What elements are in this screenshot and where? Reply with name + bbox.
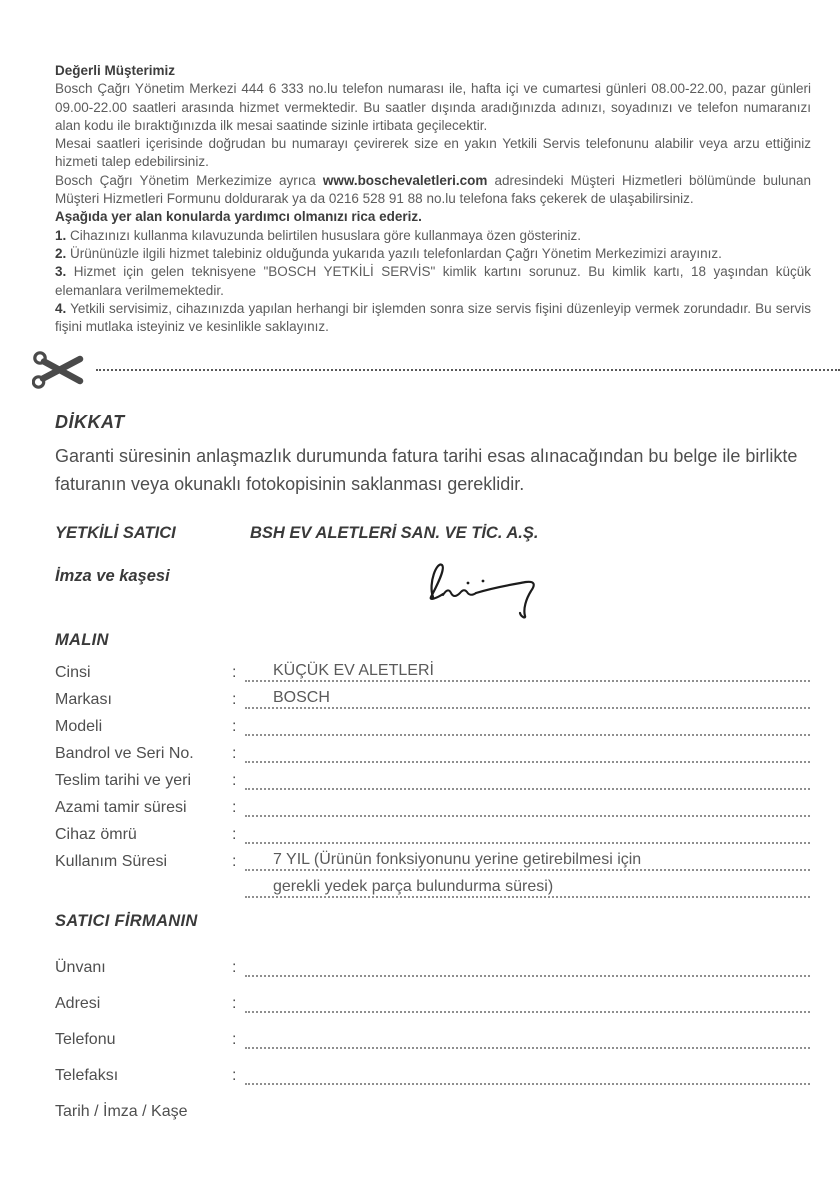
- field-label: Modeli: [55, 718, 103, 736]
- list-item-3: [55, 263, 811, 300]
- field-label: Cihaz ömrü: [55, 826, 137, 844]
- list-item-2-number: 2.: [55, 245, 67, 261]
- field-label: Tarih / İmza / Kaşe: [55, 1103, 188, 1121]
- field-colon: :: [232, 853, 237, 871]
- form-row-telefaksi: [55, 1049, 810, 1085]
- dotted-fill-line: [245, 815, 810, 844]
- form-row-adresi: [55, 977, 810, 1013]
- field-value: BOSCH: [273, 689, 330, 707]
- signature-label: İmza ve kaşesi: [55, 567, 170, 586]
- field-label: Bandrol ve Seri No.: [55, 745, 194, 763]
- dotted-fill-line: [245, 939, 810, 977]
- field-label: Teslim tarihi ve yeri: [55, 772, 192, 790]
- field-colon: :: [232, 799, 237, 817]
- dotted-fill-line: [245, 761, 810, 790]
- list-item-1-text: Cihazınızı kullanma kılavuzunda belirtilen hususlara göre kullanmaya özen gösteriniz.: [66, 227, 582, 243]
- list-item-4-text: Yetkili servisimiz, cihazınızda yapılan herhangi bir işlemden sonra size servis fişini düzenleyip vermek zorundadır. Bu servis fişini mutlaka isteyiniz ve kesinlikle saklayınız.: [55, 300, 811, 335]
- dotted-fill-line: [245, 734, 810, 763]
- form-row-teslim-tarihi: [55, 763, 810, 790]
- list-item-2-text: Ürününüzle ilgili hizmet talebiniz olduğunda yukarıda yazılı telefonlardan Çağrı Yönetim Merkezimizi arayınız.: [66, 245, 722, 261]
- list-item-4: [55, 300, 811, 337]
- form-row-kullanim-suresi-cont: [55, 871, 810, 898]
- product-section: [55, 631, 810, 898]
- attention-body: Garanti süresinin anlaşmazlık durumunda fatura tarihi esas alınacağından bu belge ile birlikte faturanın veya okunaklı fotokopisinin saklanması gereklidir.: [55, 446, 798, 494]
- field-label: Markası: [55, 691, 112, 709]
- field-colon: :: [232, 1031, 237, 1049]
- signature-scribble: [413, 553, 548, 623]
- form-row-unvani: [55, 941, 810, 977]
- dealer-label: YETKİLİ SATICI: [55, 524, 176, 543]
- list-item-3-number: 3.: [55, 264, 67, 280]
- dotted-fill-line: [245, 707, 810, 736]
- dealer-row: [55, 524, 810, 543]
- field-colon: :: [232, 1067, 237, 1085]
- form-row-azami-tamir-suresi: [55, 790, 810, 817]
- field-colon: :: [232, 772, 237, 790]
- field-label: Ünvanı: [55, 959, 106, 977]
- seller-heading: SATICI FİRMANIN: [55, 912, 198, 931]
- intro-paragraph-1: Bosch Çağrı Yönetim Merkezi 444 6 333 no.lu telefon numarası ile, hafta içi ve cumartesi günleri 08.00-22.00, pazar günleri 09.00-22.00 saatleri arasında hizmet vermektedir. Bu saatler dışında aradığınızda adınızı, soyadınızı ve telefon numaranızı alan kodu ile bıraktığınızda ilk mesai saatinde sizinle irtibata geçilecektir.: [55, 81, 811, 133]
- field-value: 7 YIL (Ürünün fonksiyonunu yerine getirebilmesi için: [273, 851, 642, 869]
- product-heading: MALIN: [55, 631, 109, 650]
- list-item-1: [55, 227, 811, 245]
- field-colon: :: [232, 691, 237, 709]
- dotted-fill-line: [245, 788, 810, 817]
- field-value: gerekli yedek parça bulundurma süresi): [273, 878, 554, 896]
- dotted-fill-line: [245, 842, 810, 871]
- list-heading: Aşağıda yer alan konularda yardımcı olmanızı rica ederiz.: [55, 209, 422, 225]
- field-colon: :: [232, 664, 237, 682]
- field-label: Azami tamir süresi: [55, 799, 187, 817]
- intro-heading: Değerli Müşterimiz: [55, 63, 176, 78]
- field-label: Cinsi: [55, 664, 91, 682]
- intro-paragraph-2: Mesai saatleri içerisinde doğrudan bu numarayı çevirerek size en yakın Yetkili Servis telefonunu alabilir veya arzu ettiğiniz hizmeti talep edebilirsiniz.: [55, 136, 811, 170]
- dotted-fill-line: [245, 869, 810, 898]
- field-colon: :: [232, 959, 237, 977]
- seller-section: [55, 912, 810, 1121]
- website-url: www.boschevaletleri.com: [322, 172, 488, 188]
- list-item-2: [55, 245, 811, 263]
- cut-divider: [32, 348, 840, 392]
- customer-info-section: [55, 62, 811, 336]
- field-colon: :: [232, 826, 237, 844]
- field-label: Adresi: [55, 995, 101, 1013]
- signature-row: [55, 567, 810, 623]
- dotted-fill-line: [245, 1011, 810, 1049]
- form-row-markasi: [55, 682, 810, 709]
- field-label: Telefonu: [55, 1031, 116, 1049]
- form-row-telefonu: [55, 1013, 810, 1049]
- dotted-fill-line: [245, 1047, 810, 1085]
- form-row-tarih-imza-kase: [55, 1085, 810, 1121]
- dealer-section: [55, 524, 810, 623]
- cut-dotted-line: [96, 369, 840, 371]
- field-colon: :: [232, 995, 237, 1013]
- field-label: Kullanım Süresi: [55, 853, 168, 871]
- attention-heading: DİKKAT: [55, 412, 125, 433]
- dealer-company-name: BSH EV ALETLERİ SAN. VE TİC. A.Ş.: [250, 524, 539, 543]
- intro-paragraph-3-rest: adresindeki Müşteri Hizmetleri bölümünde bulunan Müşteri Hizmetleri Formunu doldurarak ya da 0216 528 91 88 no.lu telefona faks çekerek de ulaşabilirsiniz.: [55, 172, 811, 207]
- form-row-modeli: [55, 709, 810, 736]
- intro-paragraph-3: [55, 172, 811, 209]
- field-colon: :: [232, 718, 237, 736]
- dotted-fill-line: [245, 653, 810, 682]
- list-item-4-number: 4.: [55, 300, 67, 316]
- list-item-3-text: Hizmet için gelen teknisyene "BOSCH YETKİLİ SERVİS" kimlik kartını sorunuz. Bu kimlik kartı, 18 yaşından küçük elemanlara verilmemektedir.: [55, 264, 811, 298]
- dotted-fill-line: [245, 975, 810, 1013]
- field-colon: :: [232, 745, 237, 763]
- intro-paragraph-3-text: Bosch Çağrı Yönetim Merkezimize ayrıca: [55, 172, 323, 188]
- form-row-bandrol-seri-no: [55, 736, 810, 763]
- attention-section: [55, 412, 810, 498]
- form-row-cinsi: [55, 655, 810, 682]
- scissors-icon: [32, 349, 84, 391]
- form-row-kullanim-suresi: [55, 844, 810, 871]
- dotted-fill-line: [245, 680, 810, 709]
- field-label: Telefaksı: [55, 1067, 119, 1085]
- field-value: KÜÇÜK EV ALETLERİ: [273, 662, 434, 680]
- list-item-1-number: 1.: [55, 227, 67, 243]
- form-row-cihaz-omru: [55, 817, 810, 844]
